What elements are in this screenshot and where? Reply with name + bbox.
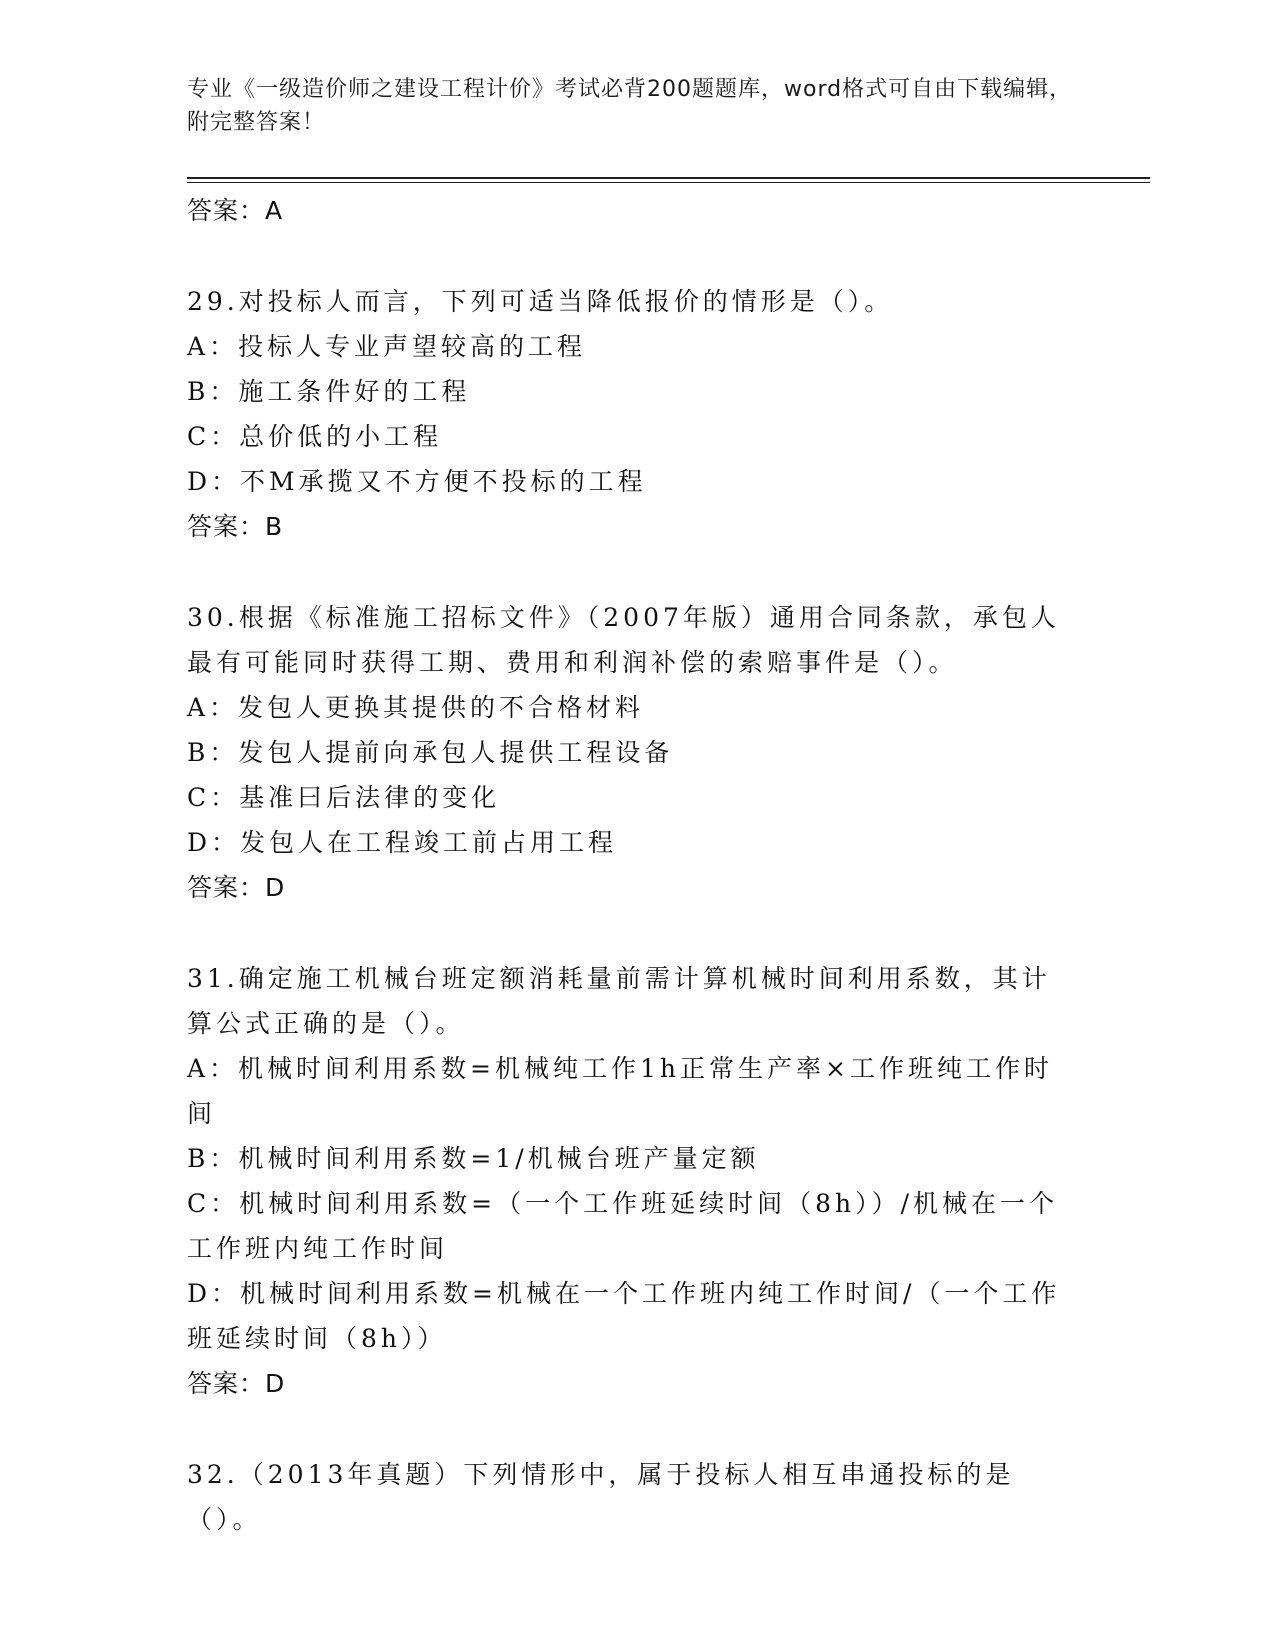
question-block	[187, 279, 1087, 550]
option-d: D：不M承揽又不方便不投标的工程	[187, 467, 647, 496]
option-b: B：机械时间利用系数=1/机械台班产量定额	[187, 1144, 760, 1173]
option-b: B：发包人提前向承包人提供工程设备	[187, 738, 674, 767]
option-a: A：机械时间利用系数=机械纯工作1h正常生产率×工作班纯工作时间	[187, 1054, 1053, 1128]
question-stem: 30.根据《标准施工招标文件》（2007年版）通用合同条款，承包人最有可能同时获得工期、费用和利润补偿的索赔事件是（）。	[187, 603, 1060, 677]
question-stem: 29.对投标人而言，下列可适当降低报价的情形是（）。	[187, 287, 894, 316]
option-a: A：发包人更换其提供的不合格材料	[187, 693, 645, 722]
question-block	[187, 595, 1087, 911]
header-rule-thick	[187, 177, 1150, 179]
question-block	[187, 1452, 1087, 1542]
question-block	[187, 956, 1087, 1407]
option-d: D：机械时间利用系数=机械在一个工作班内纯工作时间/（一个工作班延续时间（8h））	[187, 1279, 1061, 1353]
answer-line: 答案：B	[187, 512, 284, 541]
option-c: C：总价低的小工程	[187, 422, 443, 451]
question-list	[187, 188, 1087, 1542]
header-rule-thin	[187, 182, 1150, 183]
question-stem: 32.（2013年真题）下列情形中，属于投标人相互串通投标的是（）。	[187, 1460, 1015, 1534]
option-c: C：机械时间利用系数=（一个工作班延续时间（8h））/机械在一个工作班内纯工作时间	[187, 1189, 1059, 1263]
answer-line: 答案：A	[187, 196, 284, 225]
answer-line: 答案：D	[187, 873, 286, 902]
option-c: C：基准曰后法律的变化	[187, 783, 501, 812]
page-header: 专业《一级造价师之建设工程计价》考试必背200题题库，word格式可自由下载编辑，附完整答案！	[187, 77, 1073, 135]
answer-line: 答案：D	[187, 1369, 286, 1398]
option-a: A：投标人专业声望较高的工程	[187, 332, 587, 361]
question-stem: 31.确定施工机械台班定额消耗量前需计算机械时间利用系数，其计算公式正确的是（）。	[187, 964, 1051, 1038]
option-d: D：发包人在工程竣工前占用工程	[187, 828, 618, 857]
option-b: B：施工条件好的工程	[187, 377, 471, 406]
